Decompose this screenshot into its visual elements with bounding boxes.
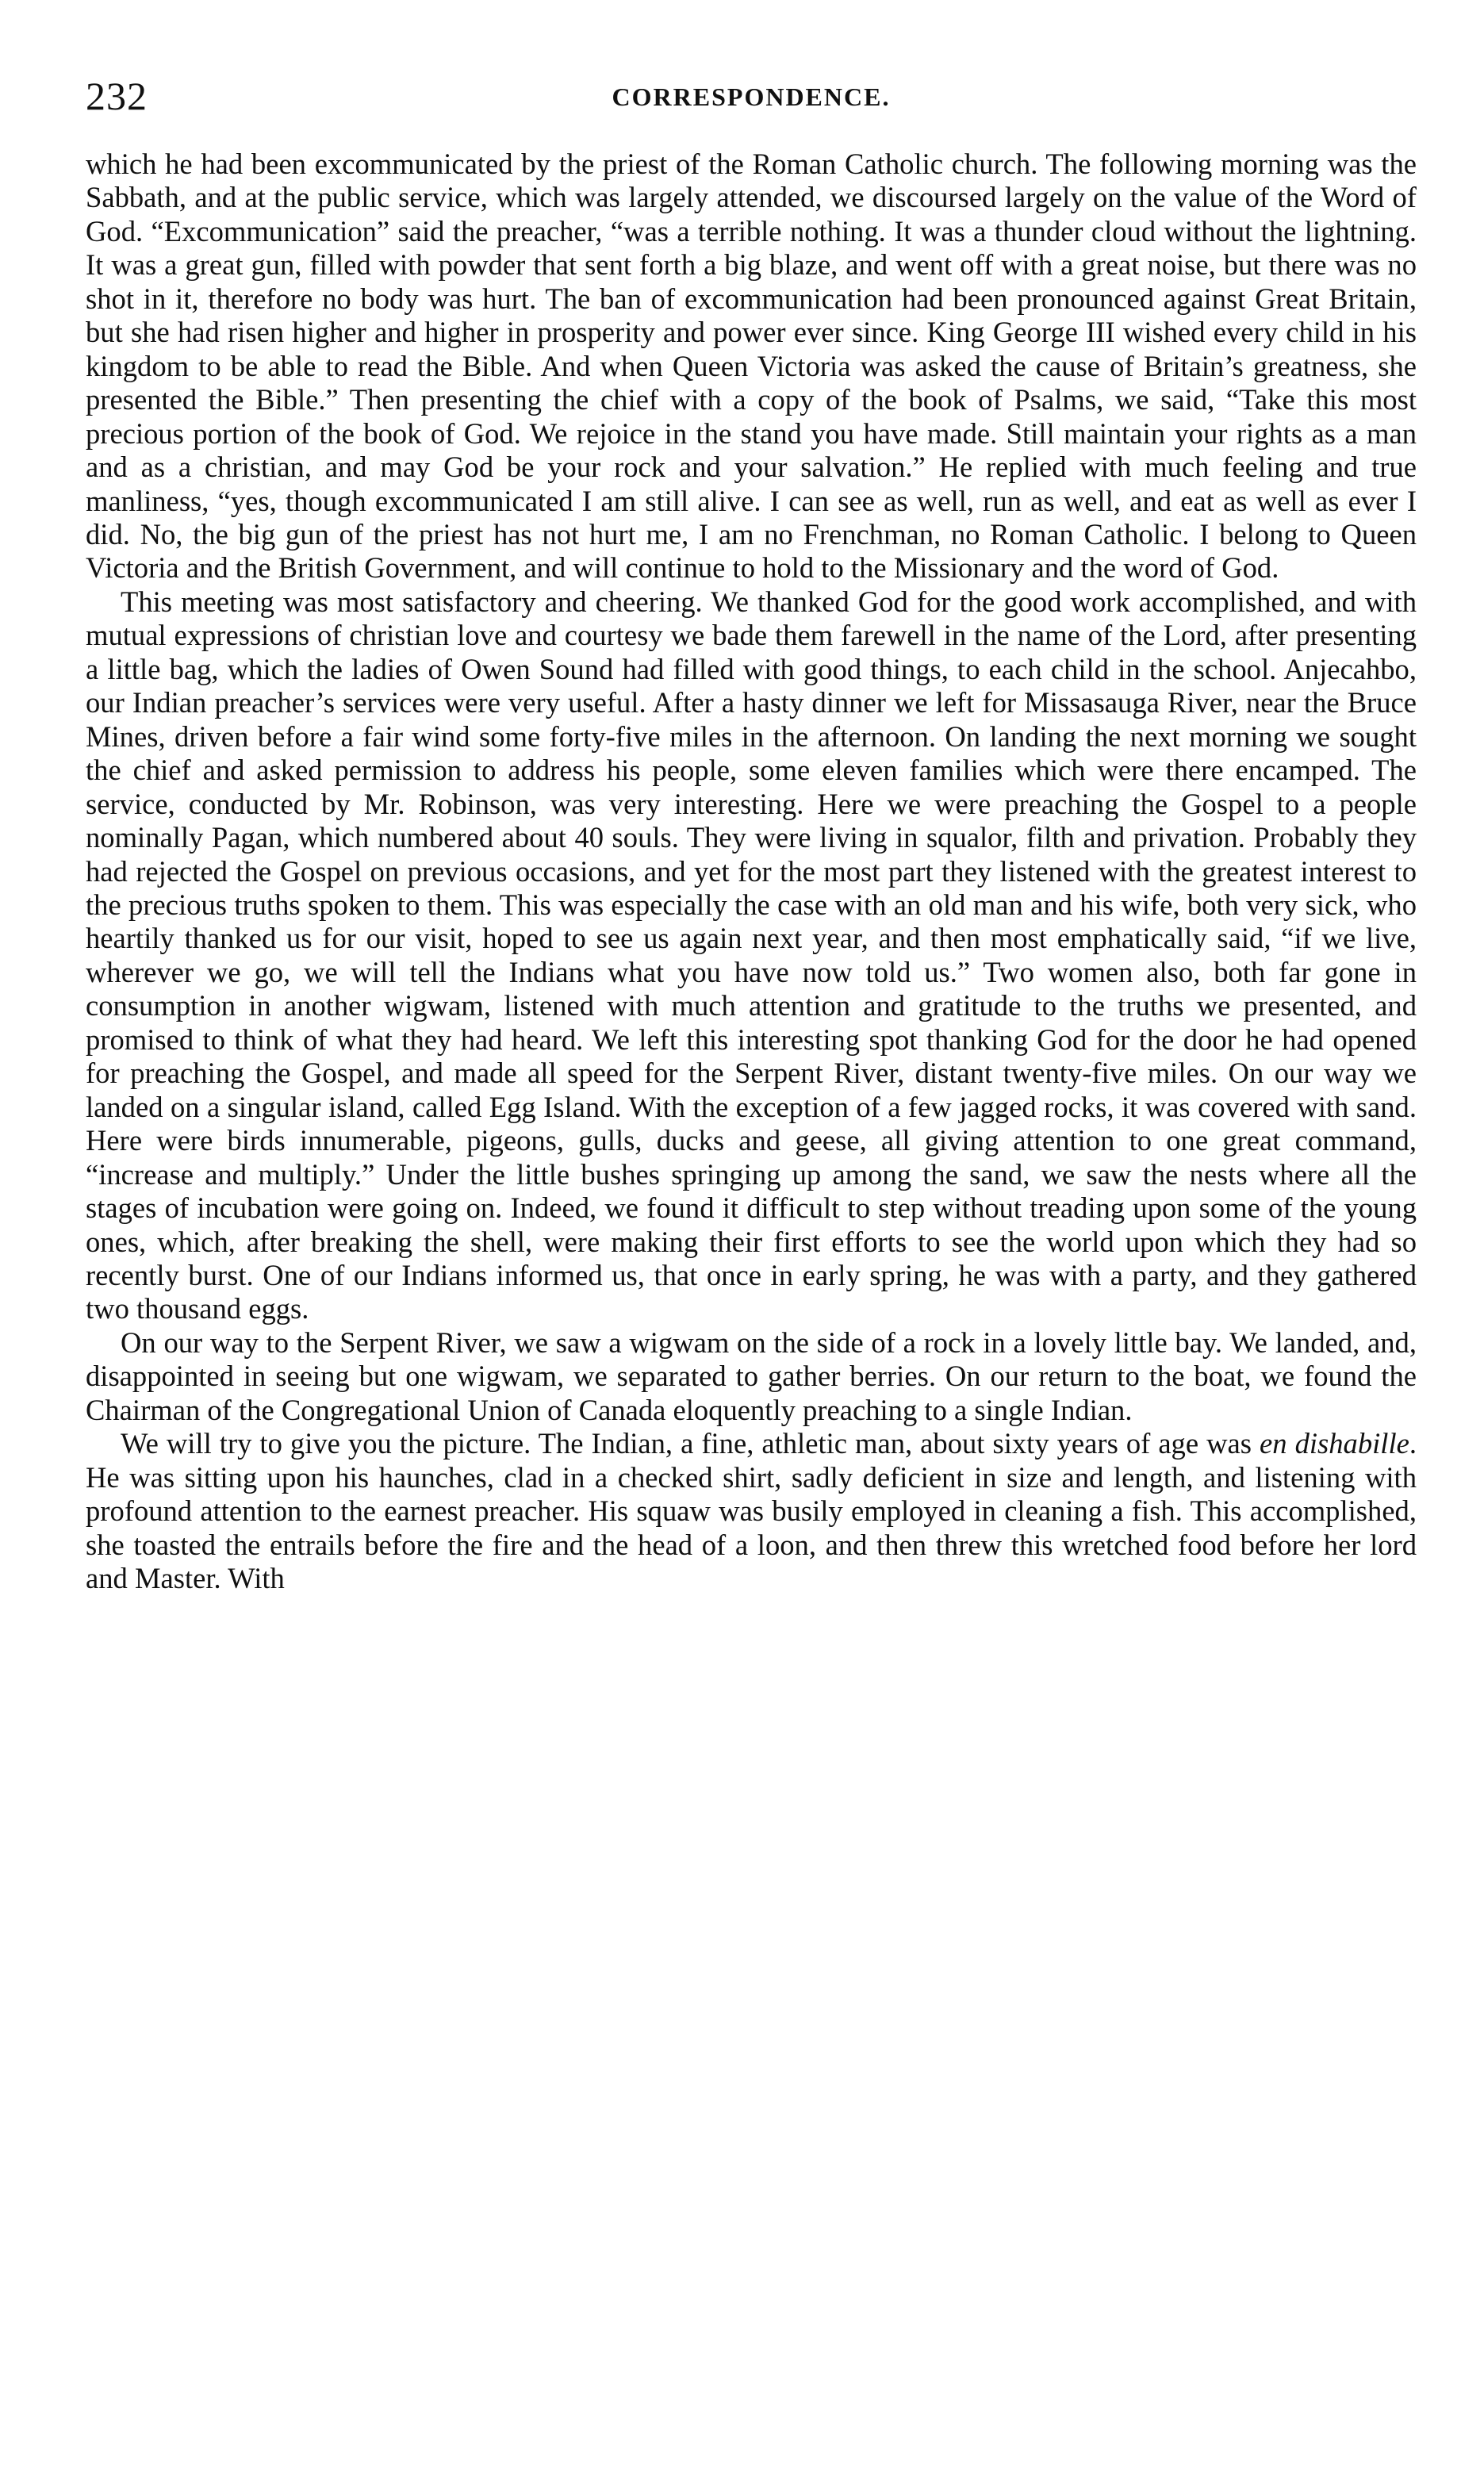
- paragraph-missasauga-and-egg-island: This meeting was most satisfactory and cheering. We thanked God for the good work accomplished, and with mutual expressions of christian love and courtesy we bade them farewell in the name of the Lord, after presenting a little bag, which the ladies of Owen Sound had filled with good things, to each child in the school. Anjecahbo, our Indian preacher’s services were very useful. After a hasty dinner we left for Missasauga River, near the Bruce Mines, driven before a fair wind some forty-five miles in the afternoon. On landing the next morning we sought the chief and asked permission to address his people, some eleven families which were there encamped. The service, conducted by Mr. Robinson, was very interesting. Here we were preaching the Gospel to a people nominally Pagan, which numbered about 40 souls. They were living in squalor, filth and privation. Probably they had rejected the Gospel on previous occasions, and yet for the most part they listened with the greatest interest to the precious truths spoken to them. This was especially the case with an old man and his wife, both very sick, who heartily thanked us for our visit, hoped to see us again next year, and then most emphatically said, “if we live, wherever we go, we will tell the Indians what you have now told us.” Two women also, both far gone in consumption in another wigwam, listened with much attention and gratitude to the truths we presented, and promised to think of what they had heard. We left this interesting spot thanking God for the door he had opened for preaching the Gospel, and made all speed for the Serpent River, distant twenty-five miles. On our way we landed on a singular island, called Egg Island. With the exception of a few jagged rocks, it was covered with sand. Here were birds innumerable, pigeons, gulls, ducks and geese, all giving attention to one great command, “increase and multiply.” Under the little bushes springing up among the sand, we saw the nests where all the stages of incubation were going on. Indeed, we found it difficult to step without treading upon some of the young ones, which, after breaking the shell, were making their first efforts to see the world upon which they had so recently burst. One of our Indians informed us, that once in early spring, he was with a party, and they gathered two thousand eggs.: [86, 585, 1417, 1325]
- paragraph-indian-picture: [86, 1427, 1417, 1595]
- paragraph-serpent-river-wigwam: On our way to the Serpent River, we saw a wigwam on the side of a rock in a lovely little bay. We landed, and, disappointed in seeing but one wigwam, we separated to gather berries. On our return to the boat, we found the Chairman of the Congregational Union of Canada eloquently preaching to a single Indian.: [86, 1325, 1417, 1426]
- running-head: [86, 73, 1417, 124]
- paragraph-text-before: We will try to give you the picture. The Indian, a fine, athletic man, about sixty years of age was: [121, 1427, 1260, 1460]
- paragraph-excommunication-sermon: which he had been excommunicated by the priest of the Roman Catholic church. The following morning was the Sabbath, and at the public service, which was largely attended, we discoursed largely on the value of the Word of God. “Excommunication” said the preacher, “was a terrible nothing. It was a thunder cloud without the lightning. It was a great gun, filled with powder that sent forth a big blaze, and went off with a great noise, but there was no shot in it, therefore no body was hurt. The ban of excommunication had been pronounced against Great Britain, but she had risen higher and higher in prosperity and power ever since. King George III wished every child in his kingdom to be able to read the Bible. And when Queen Victoria was asked the cause of Britain’s greatness, she presented the Bible.” Then presenting the chief with a copy of the book of Psalms, we said, “Take this most precious portion of the book of God. We rejoice in the stand you have made. Still maintain your rights as a man and as a christian, and may God be your rock and your salvation.” He replied with much feeling and true manliness, “yes, though excommunicated I am still alive. I can see as well, run as well, and eat as well as ever I did. No, the big gun of the priest has not hurt me, I am no Frenchman, no Roman Catholic. I belong to Queen Victoria and the British Government, and will continue to hold to the Missionary and the word of God.: [86, 148, 1417, 585]
- article-body: [86, 148, 1417, 1595]
- page-number: 232: [86, 74, 148, 118]
- book-page: [86, 73, 1417, 2445]
- paragraph-text-after: . He was sitting upon his haunches, clad in a checked shirt, sadly deficient in size and length, and listening with profound attention to the earnest preacher. His squaw was busily employed in cleaning a fish. This accomplished, she toasted the entrails before the fire and the head of a loon, and then threw this wretched food before her lord and Master. With: [86, 1427, 1417, 1595]
- italic-phrase: en dishabille: [1260, 1427, 1409, 1460]
- section-title: CORRESPONDENCE.: [612, 82, 891, 111]
